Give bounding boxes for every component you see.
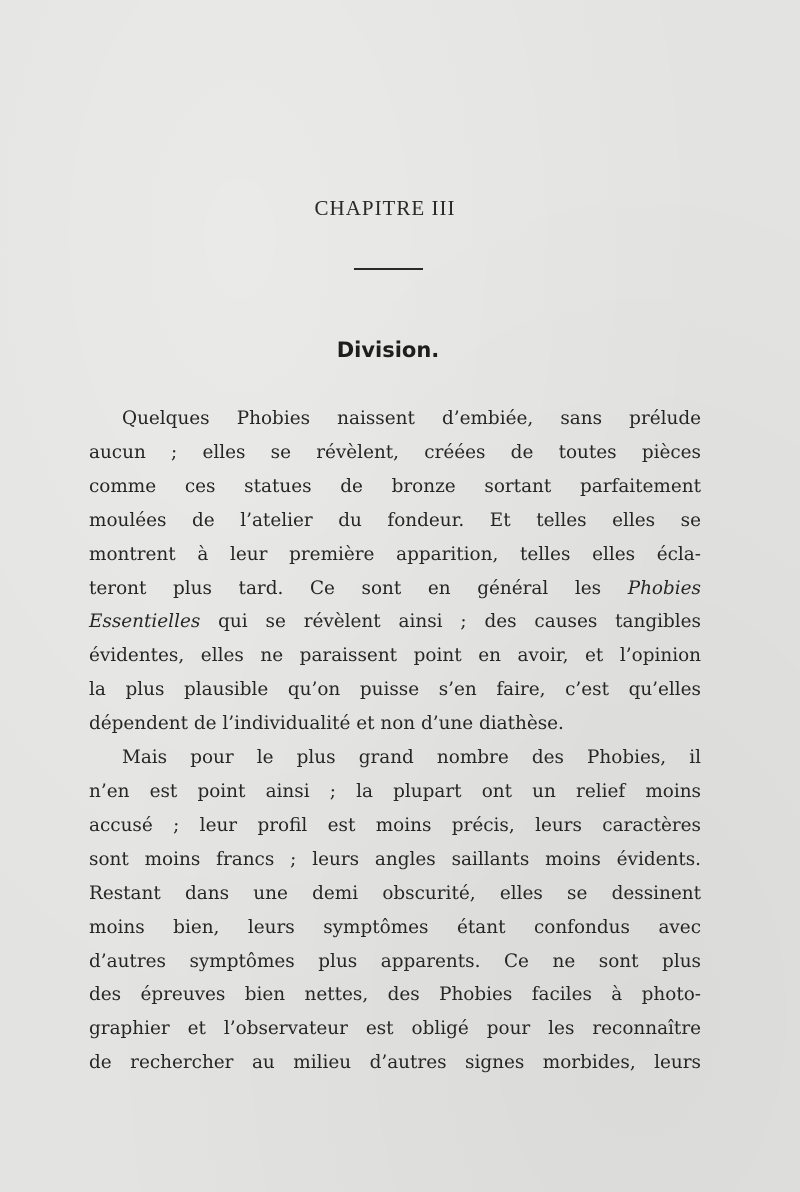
text-line: aucun ; elles se révèlent, créées de toutes pièces [89,441,701,463]
text-line: graphier et l’observateur est obligé pour les reconnaître [89,1018,701,1040]
text-segment: teront plus tard. Ce sont en général les [89,577,628,599]
text-line: accusé ; leur profil est moins précis, leurs caractères [89,814,701,836]
paragraph-1 [89,402,701,741]
paragraph-2 [89,741,701,1080]
text-line: Mais pour le plus grand nombre des Phobies, il [122,747,701,769]
text-line: des épreuves bien nettes, des Phobies faciles à photo- [89,984,701,1006]
text-line: sont moins francs ; leurs angles saillants moins évidents. [89,848,701,870]
chapter-heading: CHAPITRE III [314,196,456,220]
body-text [89,402,701,1080]
text-line: moins bien, leurs symptômes étant confondus avec [89,916,701,938]
text-line: dépendent de l’individualité et non d’une diathèse. [89,713,564,735]
text-line: de rechercher au milieu d’autres signes morbides, leurs [89,1052,701,1074]
italic-term: Essentielles [89,611,201,633]
text-line: n’en est point ainsi ; la plupart ont un relief moins [89,780,701,802]
text-line: d’autres symptômes plus apparents. Ce ne sont plus [89,950,701,972]
text-line: moulées de l’atelier du fondeur. Et telles elles se [89,509,701,531]
text-line: montrent à leur première apparition, telles elles écla- [89,543,701,565]
text-line: la plus plausible qu’on puisse s’en faire, c’est qu’elles [89,679,701,701]
section-title: Division. [336,338,440,362]
text-line [89,605,701,639]
italic-term: Phobies [627,577,701,599]
text-segment: qui se révèlent ainsi ; des causes tangibles [200,611,701,633]
text-line: comme ces statues de bronze sortant parfaitement [89,475,701,497]
text-line: Quelques Phobies naissent d’embiée, sans prélude [122,408,701,429]
heading-rule [354,268,423,270]
text-line [89,572,701,606]
text-line: évidentes, elles ne paraissent point en avoir, et l’opinion [89,645,701,667]
text-line: Restant dans une demi obscurité, elles se dessinent [89,882,701,904]
